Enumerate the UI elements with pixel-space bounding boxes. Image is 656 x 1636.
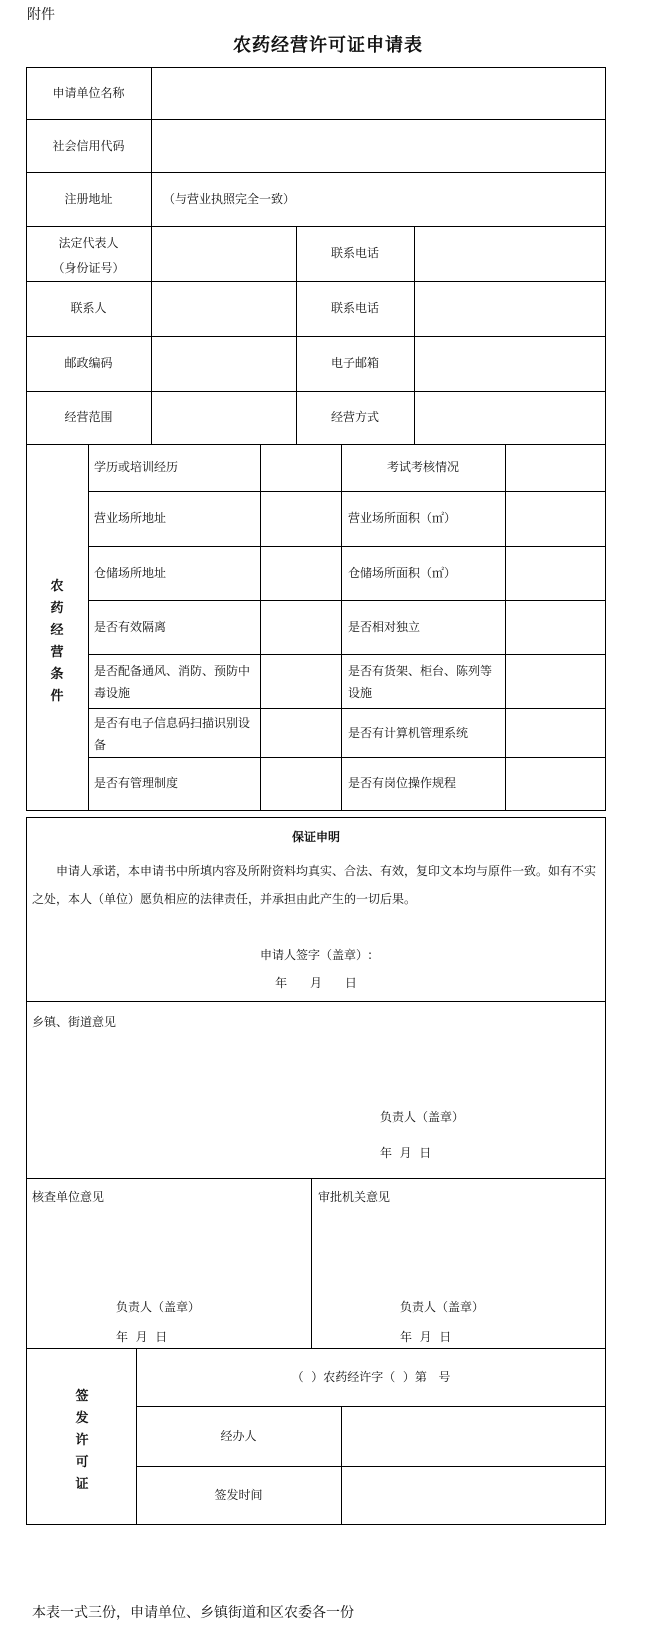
- issue-time-field[interactable]: [341, 1466, 606, 1525]
- declaration-text: 申请人承诺，本申请书中所填内容及所附资料均真实、合法、有效，复印文本均与原件一致。如有不实之处，本人（单位）愿负相应的法律责任，并承担由此产生的一切后果。: [32, 864, 597, 906]
- credit-code-field[interactable]: [151, 119, 606, 172]
- legal-rep-label: 法定代表人: [58, 236, 119, 250]
- condition-label: 是否有电子信息码扫描识别设备: [94, 716, 251, 752]
- attachment-label: 附件: [27, 7, 55, 23]
- reg-address-label: 注册地址: [64, 192, 113, 206]
- condition-label: 营业场所面积（㎡）: [348, 511, 457, 525]
- scope-label: 经营范围: [64, 410, 113, 424]
- unit-name-label: 申请单位名称: [52, 86, 125, 100]
- condition-label: 是否有效隔离: [94, 620, 167, 634]
- town-opinion-label: 乡镇、街道意见: [32, 1015, 117, 1029]
- condition-label: 是否有货架、柜台、陈列等设施: [348, 664, 493, 700]
- condition-label: 营业场所地址: [94, 511, 167, 525]
- conditions-side-label: 农 药 经 营 条 件: [50, 579, 64, 704]
- condition-label: 仓储场所面积（㎡）: [348, 566, 457, 580]
- condition-label: 是否相对独立: [348, 620, 421, 634]
- license-number-line: （ ）农药经许字（ ）第 号: [291, 1370, 451, 1384]
- review-opinion-label: 核查单位意见: [32, 1190, 105, 1204]
- declaration-signature: 申请人签字（盖章）:: [259, 948, 373, 962]
- approval-responsible: 负责人（盖章）: [400, 1300, 485, 1314]
- issue-time-label: 签发时间: [214, 1488, 263, 1502]
- handler-field[interactable]: [341, 1406, 606, 1466]
- postcode-label: 邮政编码: [64, 356, 113, 370]
- approval-date: 年 月 日: [400, 1330, 452, 1344]
- declaration-heading: 保证申明: [291, 830, 340, 844]
- condition-label: 是否配备通风、消防、预防中毒设施: [94, 664, 251, 700]
- handler-label: 经办人: [220, 1429, 257, 1443]
- condition-label: 学历或培训经历: [94, 460, 179, 474]
- condition-label: 考试考核情况: [386, 460, 459, 474]
- issue-side-label: 签 发 许 可 证: [75, 1389, 89, 1492]
- town-date: 年 月 日: [380, 1146, 432, 1160]
- reg-address-note: （与营业执照完全一致）: [163, 192, 296, 206]
- review-date: 年 月 日: [116, 1330, 168, 1344]
- footer-note: 本表一式三份，申请单位、乡镇街道和区农委各一份: [32, 1605, 354, 1621]
- phone-label: 联系电话: [330, 246, 379, 260]
- contact-label: 联系人: [70, 301, 107, 315]
- condition-label: 是否有岗位操作规程: [348, 776, 457, 790]
- unit-name-field[interactable]: [151, 67, 606, 119]
- email-label: 电子邮箱: [330, 356, 379, 370]
- approval-opinion-label: 审批机关意见: [318, 1190, 391, 1204]
- town-responsible: 负责人（盖章）: [380, 1110, 465, 1124]
- condition-label: 是否有管理制度: [94, 776, 179, 790]
- review-responsible: 负责人（盖章）: [116, 1300, 201, 1314]
- condition-label: 是否有计算机管理系统: [348, 726, 469, 740]
- credit-code-label: 社会信用代码: [52, 139, 125, 153]
- contact-phone-label: 联系电话: [330, 301, 379, 315]
- declaration-date: 年 月 日: [275, 976, 357, 990]
- condition-label: 仓储场所地址: [94, 566, 167, 580]
- legal-rep-id-label: （身份证号）: [52, 261, 125, 275]
- form-title: 农药经营许可证申请表: [233, 35, 423, 56]
- mode-label: 经营方式: [330, 410, 379, 424]
